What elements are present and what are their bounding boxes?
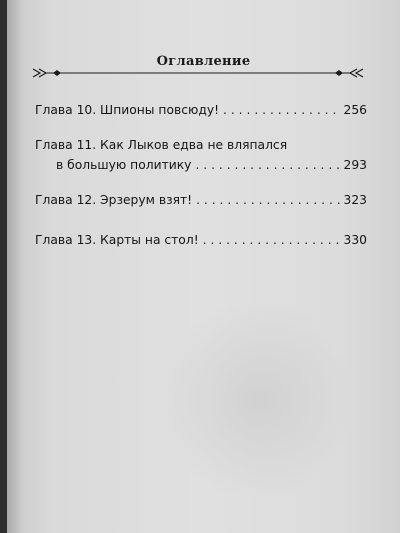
toc-heading: Оглавление: [156, 54, 251, 69]
toc-entry-title-line2: в большую политику: [56, 158, 192, 172]
toc-entry[interactable]: [35, 100, 367, 120]
toc-entry-title-line1: Глава 11. Как Лыков едва не вляпался: [35, 138, 288, 152]
dot-leader: [195, 155, 340, 175]
toc-entry[interactable]: [35, 230, 367, 250]
toc-entry-title: Глава 10. Шпионы повсюду!: [35, 103, 220, 117]
ornamental-rule: [31, 66, 365, 80]
dot-leader: [203, 230, 341, 250]
show-through-shadow: [157, 300, 357, 500]
toc-entry-page: 256: [343, 103, 367, 117]
toc-entry[interactable]: [35, 135, 367, 175]
toc-entry-title: Глава 12. Эрзерум взят!: [35, 193, 193, 207]
toc-entry[interactable]: [35, 190, 367, 210]
toc-entry-page: 330: [343, 233, 367, 247]
dot-leader: [196, 190, 340, 210]
toc-entry-page: 323: [343, 193, 367, 207]
book-page: [7, 0, 400, 533]
toc-entry-page: 293: [343, 158, 367, 172]
toc-entry-title: Глава 13. Карты на стол!: [35, 233, 199, 247]
dot-leader: [223, 100, 340, 120]
